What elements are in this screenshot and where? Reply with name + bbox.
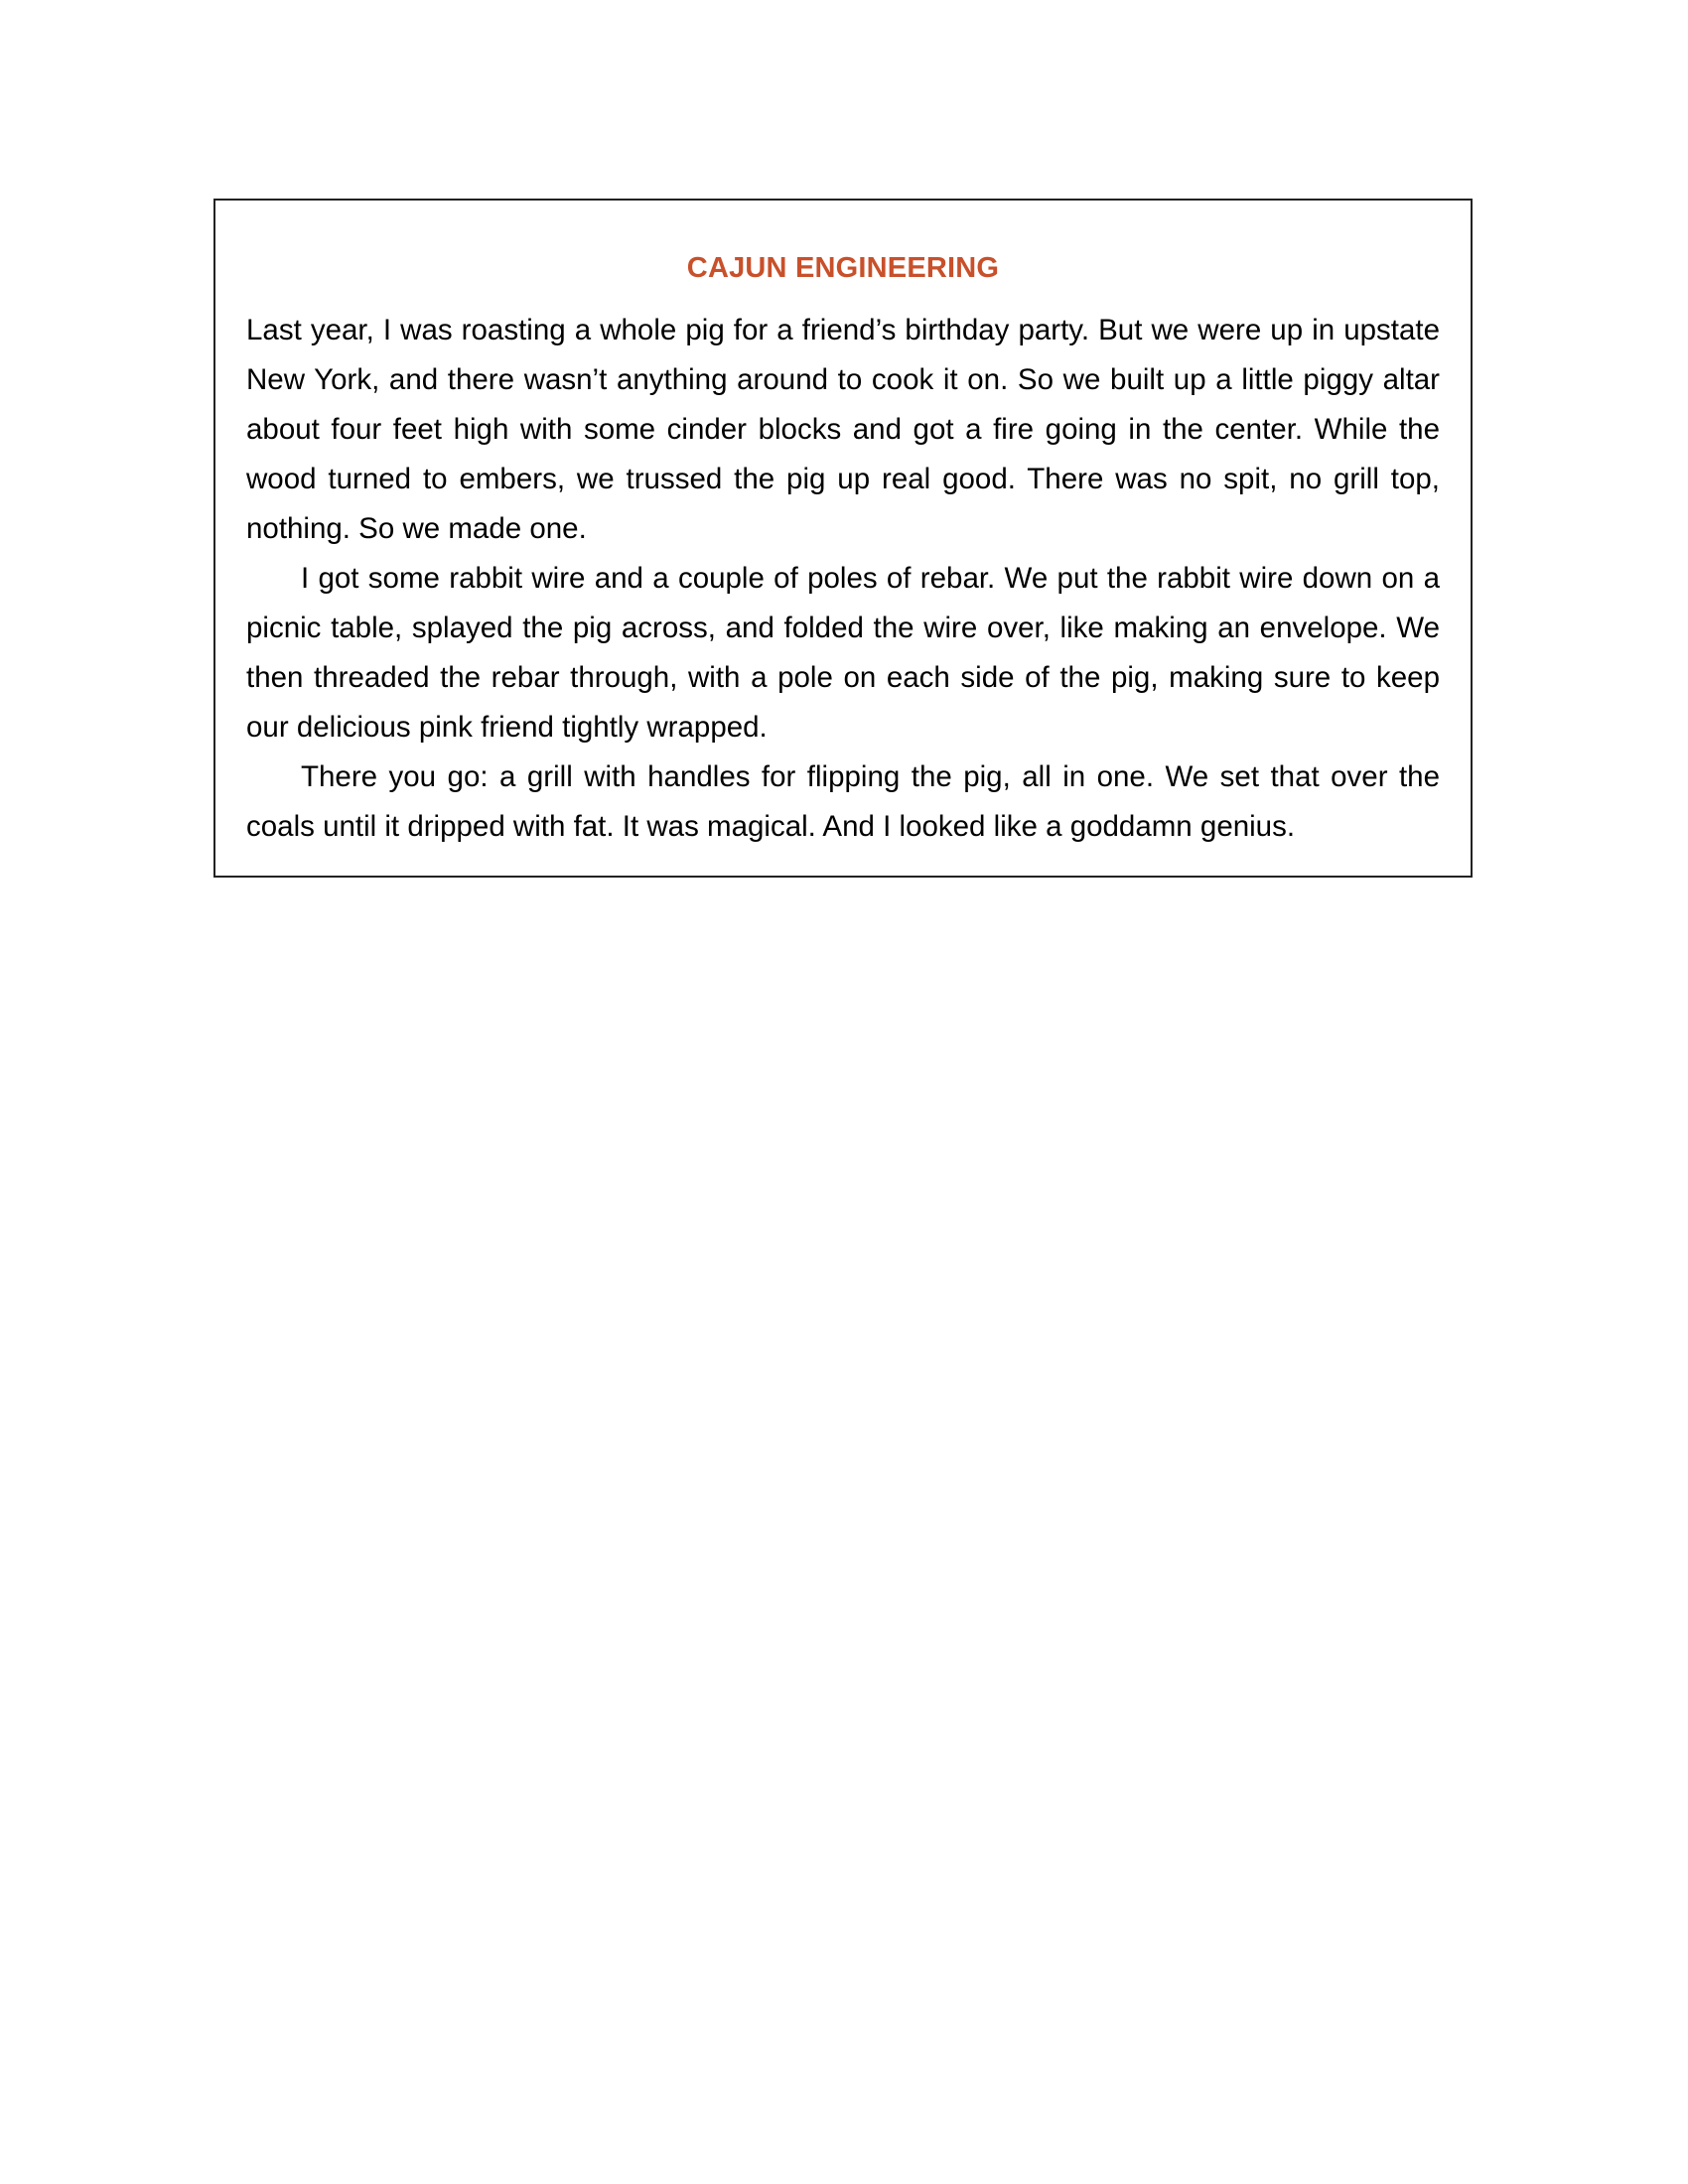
sidebar-box [213,199,1473,878]
sidebar-paragraph-2: I got some rabbit wire and a couple of poles of rebar. We put the rabbit wire down on a picnic table, splayed the pig across, and folded the wire over, like making an envelope. We then threaded the rebar through, with a pole on each side of the pig, making sure to keep our delicious pink friend tightly wrapped. [246,562,1440,744]
sidebar-paragraph-1: Last year, I was roasting a whole pig for a friend’s birthday party. But we were up in upstate New York, and there wasn’t anything around to cook it on. So we built up a little piggy altar about four feet high with some cinder blocks and got a fire going in the center. While the wood turned to embers, we trussed the pig up real good. There was no spit, no grill top, nothing. So we made one. [246,314,1440,545]
sidebar-paragraph-3: There you go: a grill with handles for flipping the pig, all in one. We set that over the coals until it dripped with fat. It was magical. And I looked like a goddamn genius. [246,760,1440,843]
sidebar-title: CAJUN ENGINEERING [686,252,1000,284]
sidebar-body [246,306,1440,852]
